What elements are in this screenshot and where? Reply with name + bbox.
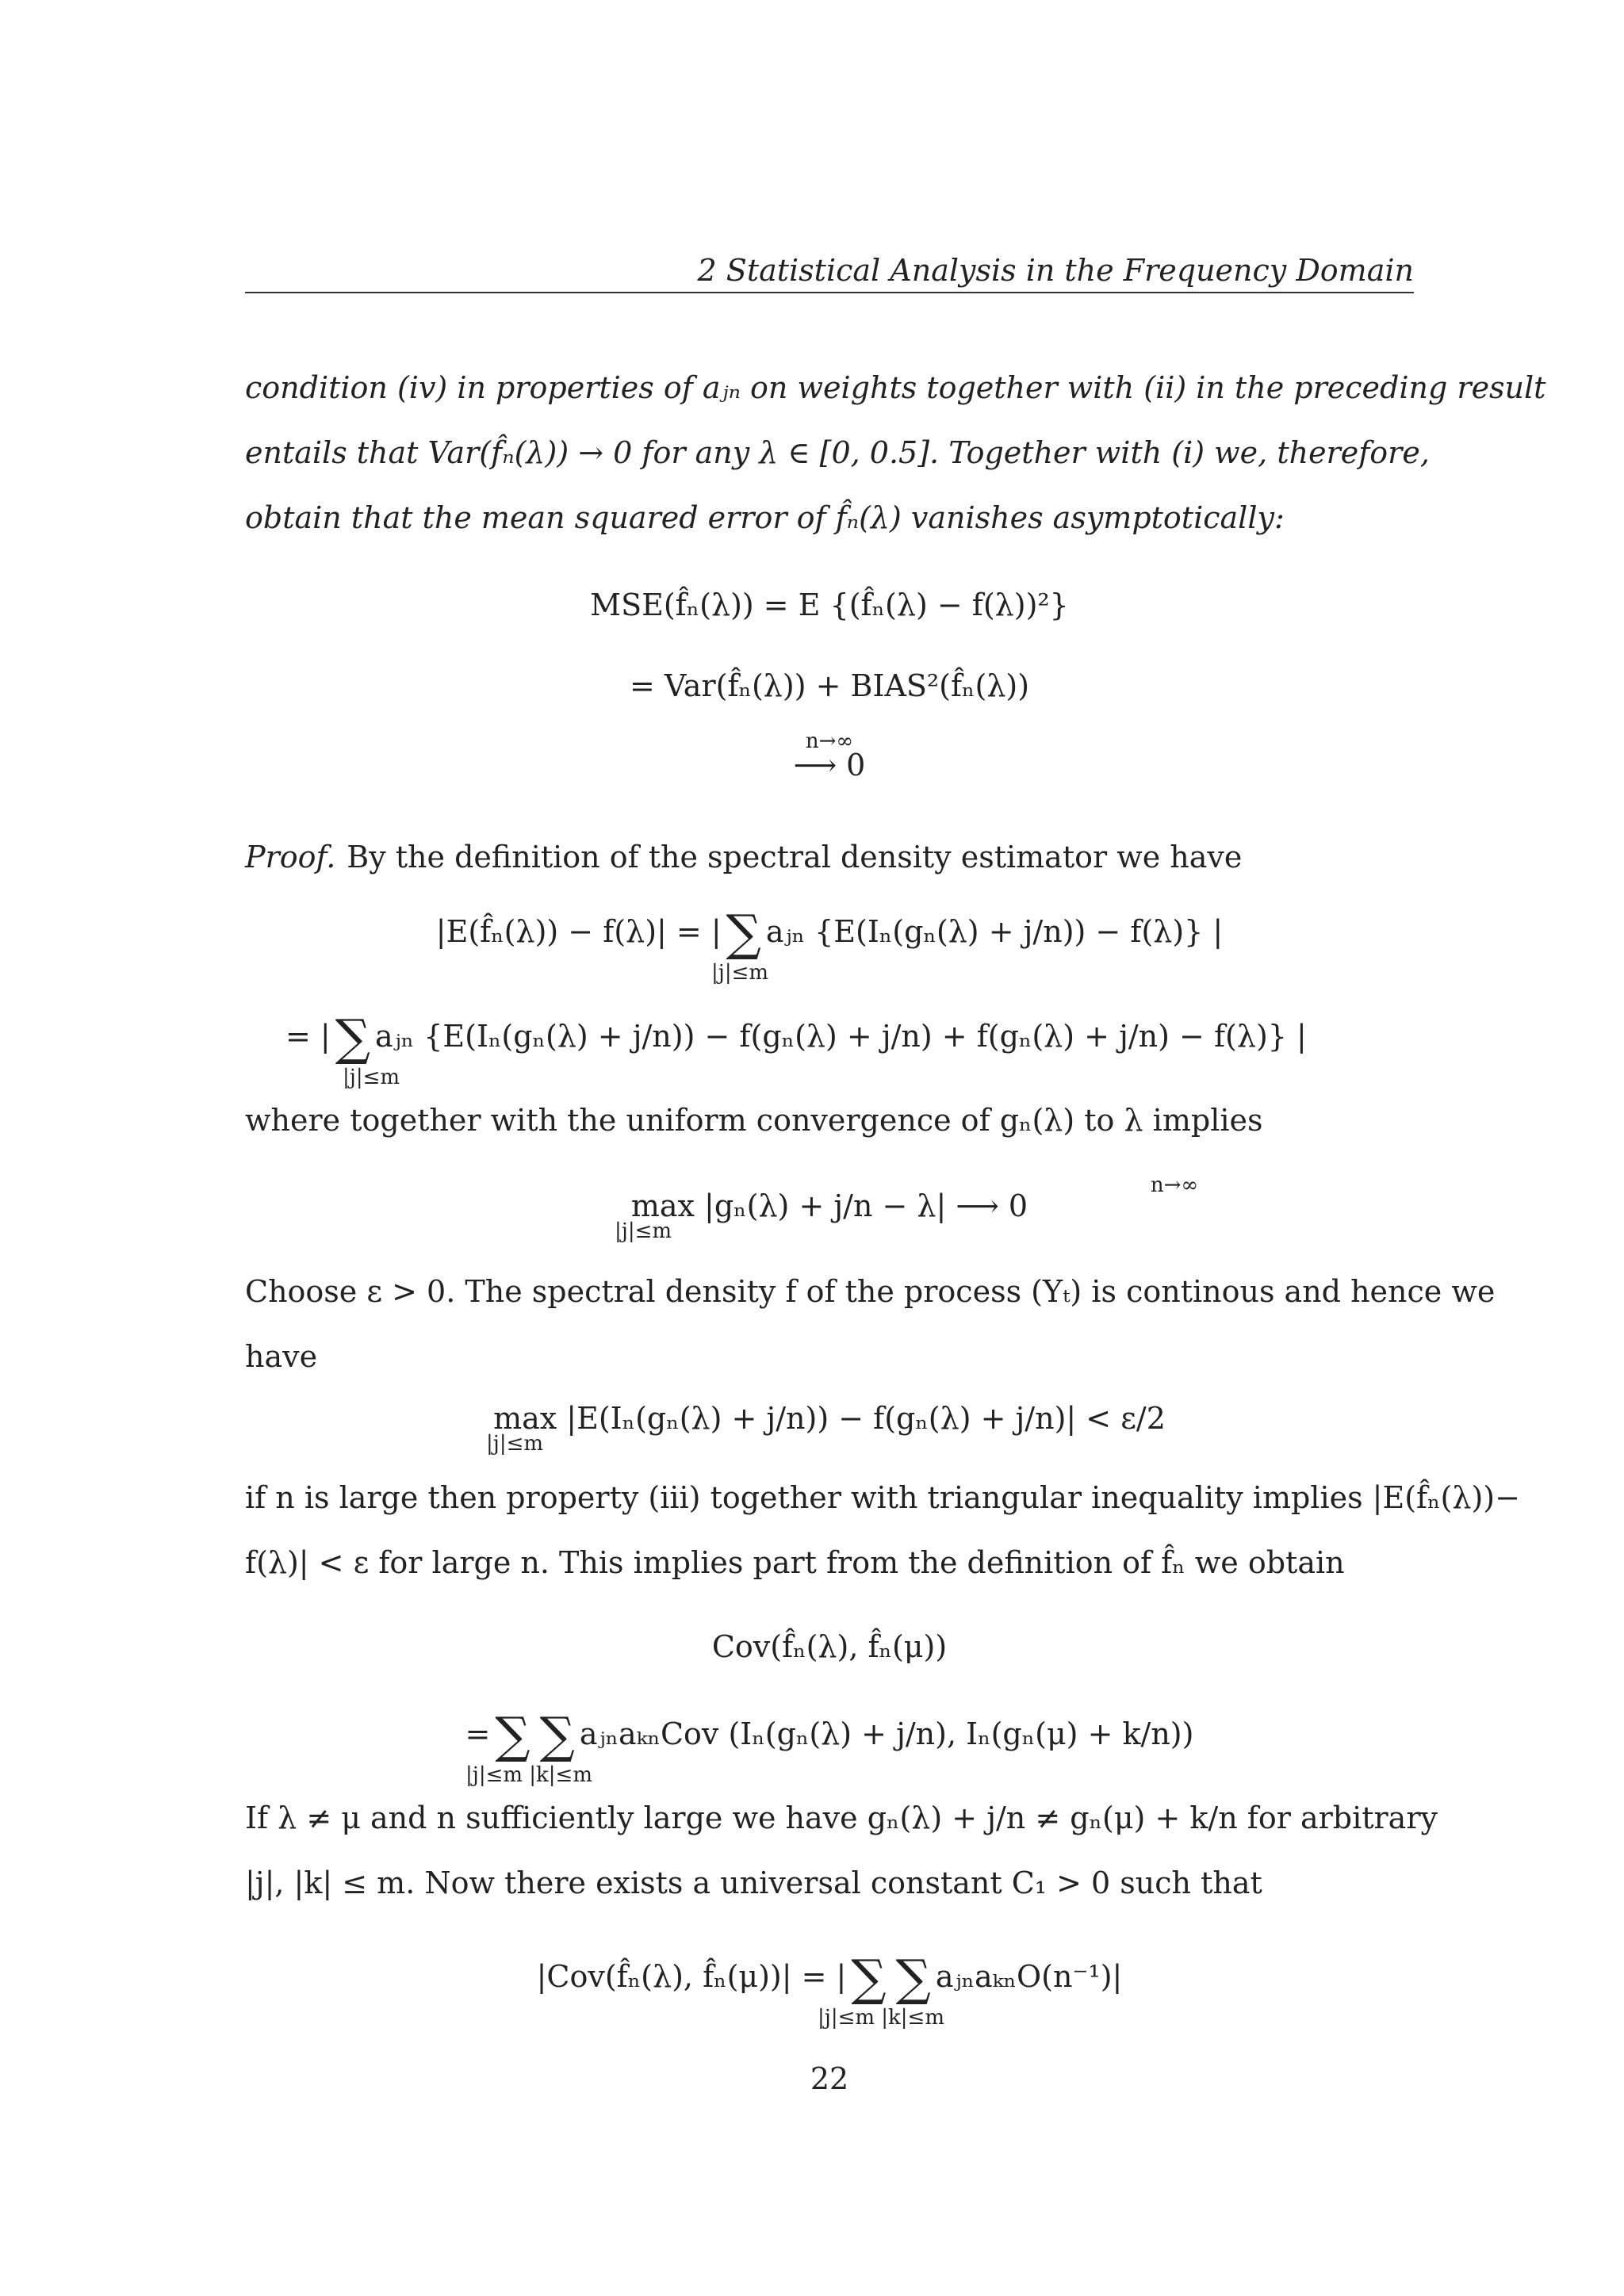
equation-cov-3	[245, 1949, 1414, 2030]
paragraph-uniform-convergence	[245, 1088, 1414, 1153]
equation-bias-2	[285, 1008, 1411, 1089]
paragraph-triangular	[245, 1465, 1520, 1595]
limit-value: ⟶ 0	[793, 748, 866, 783]
paragraph-line: If λ ≠ μ and n sufficiently large we have gₙ(λ) + j/n ≠ gₙ(μ) + k/n for arbitrary	[245, 1800, 1438, 1835]
page-number: 22	[810, 2061, 849, 2096]
sum-symbol: ∑	[851, 1949, 887, 2007]
equation-mse: MSE(f̂ₙ(λ)) = E {(f̂ₙ(λ) − f(λ))²}	[590, 587, 1069, 622]
sum-symbol: ∑	[895, 1949, 931, 2007]
paragraph-line: if n is large then property (iii) together with triangular inequality implies |E(f̂ₙ(λ))−	[245, 1480, 1520, 1515]
max-index: |j|≤m	[615, 1219, 672, 1243]
proof-intro	[245, 825, 1414, 890]
sum-index: |j|≤m |k|≤m	[818, 2006, 944, 2030]
paragraph-line: Choose ε > 0. The spectral density f of the process (Yₜ) is continous and hence we	[245, 1274, 1496, 1309]
sum-symbol: ∑	[495, 1706, 530, 1764]
equation-left: =	[465, 1716, 491, 1751]
sum-symbol: ∑	[539, 1706, 575, 1764]
paragraph-line: obtain that the mean squared error of f̂ₙ(λ) vanishes asymptotically:	[245, 500, 1285, 535]
paragraph-line: have	[245, 1339, 318, 1374]
sum-symbol: ∑	[335, 1008, 370, 1066]
paragraph-continuity	[245, 1259, 1496, 1389]
paragraph-conclusion	[245, 355, 1546, 550]
equation-bias-1	[245, 904, 1414, 985]
paragraph-line: where together with the uniform convergence of gₙ(λ) to λ implies	[245, 1103, 1263, 1138]
equation-right: aⱼₙ {E(Iₙ(gₙ(λ) + j/n)) − f(λ)} |	[765, 914, 1224, 949]
equation-text: max |E(Iₙ(gₙ(λ) + j/n)) − f(gₙ(λ) + j/n)| < ε/2	[493, 1401, 1166, 1436]
paragraph-line: f(λ)| < ε for large n. This implies part from the definition of f̂ₙ we obtain	[245, 1545, 1345, 1580]
header-rule	[245, 292, 1414, 293]
equation-max-2	[245, 1399, 1414, 1456]
paragraph-line	[245, 825, 1414, 890]
equation-right: aⱼₙaₖₙCov (Iₙ(gₙ(λ) + j/n), Iₙ(gₙ(μ) + k/n))	[579, 1716, 1194, 1751]
running-header: 2 Statistical Analysis in the Frequency Domain	[697, 253, 1414, 288]
sum-index: |j|≤m |k|≤m	[465, 1763, 592, 1787]
limit-arrow	[793, 729, 866, 785]
proof-text: By the definition of the spectral density estimator we have	[347, 840, 1243, 874]
proof-label: Proof.	[245, 840, 336, 874]
equation-right: aⱼₙ {E(Iₙ(gₙ(λ) + j/n)) − f(gₙ(λ) + j/n) + f(gₙ(λ) + j/n) − f(λ)} |	[375, 1019, 1307, 1054]
equation-mse-decomposition: = Var(f̂ₙ(λ)) + BIAS²(f̂ₙ(λ))	[629, 668, 1030, 703]
equation-left: = |	[285, 1019, 331, 1054]
equation-left: |E(f̂ₙ(λ)) − f(λ)| = |	[435, 914, 722, 949]
sum-index: |j|≤m	[343, 1066, 400, 1089]
equation-mse-limit	[245, 729, 1414, 785]
equation-text: max |gₙ(λ) + j/n − λ| ⟶ 0	[630, 1188, 1028, 1223]
paragraph-line: condition (iv) in properties of aⱼₙ on weights together with (ii) in the preceding result	[245, 370, 1546, 405]
sum-symbol: ∑	[726, 904, 761, 962]
paragraph-line: |j|, |k| ≤ m. Now there exists a universal constant C₁ > 0 such that	[245, 1866, 1262, 1900]
equation-cov-1: Cov(f̂ₙ(λ), f̂ₙ(μ))	[711, 1629, 948, 1664]
equation-left: |Cov(f̂ₙ(λ), f̂ₙ(μ))| = |	[536, 1959, 847, 1994]
sum-index: |j|≤m	[711, 961, 769, 985]
max-index: |j|≤m	[486, 1432, 544, 1456]
arrow-label: n→∞	[1150, 1173, 1199, 1197]
equation-max-1	[245, 1173, 1414, 1243]
equation-right: aⱼₙaₖₙO(n⁻¹)|	[935, 1959, 1123, 1994]
paragraph-universal-constant	[245, 1785, 1438, 1915]
paragraph-line: entails that Var(f̂ₙ(λ)) → 0 for any λ ∈ [0, 0.5]. Together with (i) we, therefore,	[245, 435, 1430, 470]
equation-cov-2	[245, 1706, 1414, 1787]
arrow-label: n→∞	[805, 729, 854, 753]
